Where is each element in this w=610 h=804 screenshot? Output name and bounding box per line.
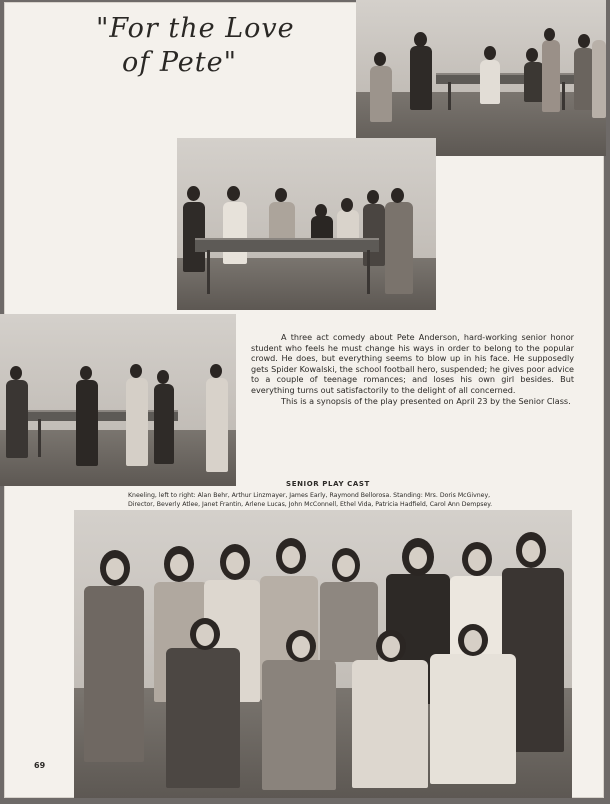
synopsis-paragraph-2: This is a synopsis of the play presented on April 23 by the Senior Class.: [281, 395, 571, 406]
cast-heading: SENIOR PLAY CAST: [286, 480, 370, 488]
synopsis-paragraph-1: A three act comedy about Pete Anderson, hard-working senior honor student who feels he must change his ways in order to belong to the popular crowd. He does, but everything seems to blow up in his face. He supposedly gets Spider Kowalski, the school football hero, suspended; he gives poor advice to a couple of teenage romances; and loses his own girl besides. But everything turns out satisfactorily to the delight of all concerned.: [251, 332, 574, 395]
photo-middle: [177, 138, 436, 310]
page-title: [96, 12, 295, 80]
photo-left: [0, 314, 236, 486]
play-synopsis: [251, 332, 574, 406]
title-line-2: of Pete": [122, 47, 238, 78]
yearbook-page: [4, 2, 604, 798]
title-line-1: "For the Love: [96, 13, 295, 44]
page-number: 69: [34, 761, 46, 770]
photo-cast: [74, 510, 572, 798]
photo-top-right: [356, 0, 606, 156]
cast-caption: Kneeling, left to right: Alan Behr, Arthur Linzmayer, James Early, Raymond Bellorosa. Standing: Mrs. Doris McGivney, Director, Beverly Atlee, Janet Frantin, Arlene Lucas, John McConnell, Ethel Vida, Patricia Hadfield, Carol Ann Dempsey.: [128, 492, 493, 508]
